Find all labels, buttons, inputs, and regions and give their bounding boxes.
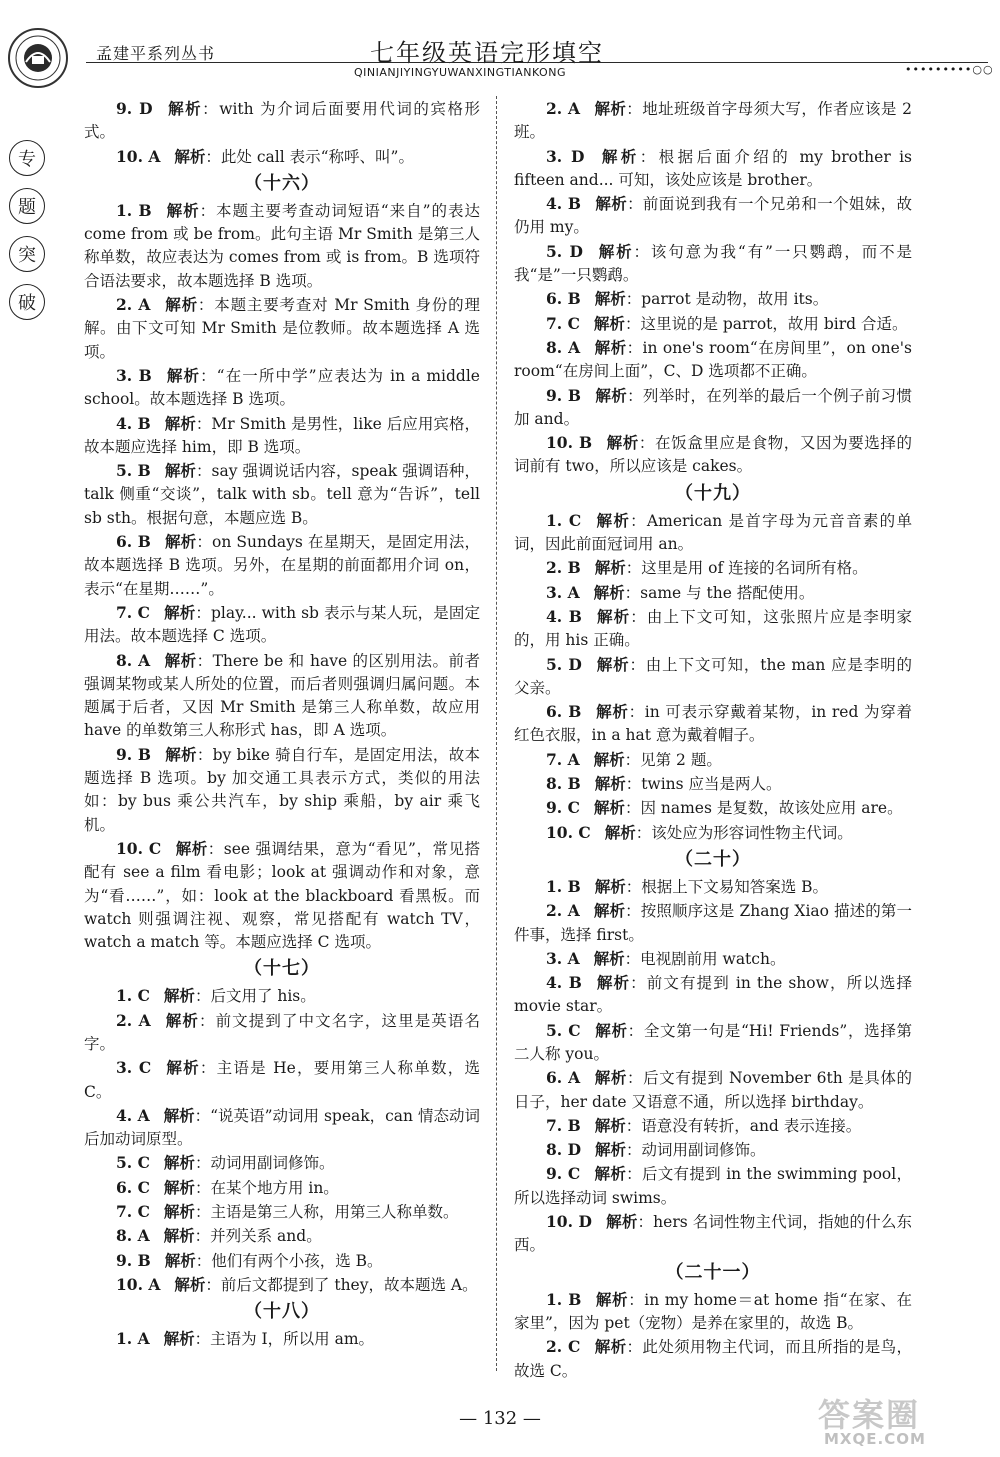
section-heading: （二十一） <box>665 1261 761 1283</box>
answer-number: 8. A <box>116 650 151 670</box>
answer-item <box>84 459 480 530</box>
analysis-text: ：parrot 是动物，故用 its。 <box>625 290 829 309</box>
answer-item <box>514 192 912 240</box>
answer-item <box>84 412 480 460</box>
answer-number: 10. D <box>546 1212 592 1232</box>
answer-item <box>84 364 480 412</box>
analysis-text: ：这里是用 of 连接的名词所有格。 <box>625 559 868 578</box>
answer-number: 1. C <box>546 510 582 530</box>
analysis-label: 解析 <box>595 973 631 993</box>
answer-item <box>514 796 912 820</box>
answer-item <box>514 287 912 311</box>
analysis-text: ：并列关系 and。 <box>194 1227 322 1246</box>
side-tag: 突 <box>9 236 45 272</box>
answer-item <box>84 1224 480 1248</box>
answer-item <box>514 653 912 701</box>
answer-item <box>84 1327 480 1351</box>
answer-item <box>514 1210 912 1258</box>
analysis-text: ：动词用副词修饰。 <box>194 1154 335 1173</box>
answer-item <box>514 145 912 193</box>
analysis-text: ：在某个地方用 in。 <box>194 1178 339 1197</box>
answer-item <box>514 336 912 384</box>
answer-item <box>514 605 912 653</box>
answer-item <box>514 556 912 580</box>
answer-number: 10. B <box>546 433 593 453</box>
answer-item <box>84 1104 480 1152</box>
answer-item <box>84 1249 480 1273</box>
analysis-text: ：same 与 the 搭配使用。 <box>624 583 815 602</box>
analysis-text: ：with 为介词后面要用代词的宾格形式。 <box>84 100 480 142</box>
answer-item <box>84 1273 480 1297</box>
analysis-text: ：on Sundays 在星期天，是固定用法，故本题选择 B 选项。另外，在星期的前面都用介词 on，表示“在星期……”。 <box>84 533 480 598</box>
analysis-label: 解析 <box>165 200 200 220</box>
watermark-url: MXQE.COM <box>824 1430 926 1448</box>
answer-number: 4. B <box>546 606 582 626</box>
analysis-text: ：语意没有转折，and 表示连接。 <box>625 1116 862 1135</box>
analysis-text: ：后文用了 his。 <box>194 987 316 1006</box>
series-name: 孟建平系列丛书 <box>96 44 216 63</box>
analysis-label: 解析 <box>604 822 636 842</box>
analysis-text: ：前文提到了中文名字，这里是英语名字。 <box>84 1011 480 1053</box>
analysis-text: ：此处须用物主代词，而且所指的是鸟，故选 C。 <box>514 1338 912 1380</box>
analysis-label: 解析 <box>164 744 197 764</box>
answer-number: 5. D <box>546 241 583 261</box>
book-title: 七年级英语完形填空 <box>370 39 604 67</box>
answer-number: 5. C <box>546 1020 581 1040</box>
analysis-text: ：see 强调结果，意为“看见”，常见搭配有 see a film 看电影；look at 强调动作和对象，意为“看……”，如：look at the blackboard 看黑板。而 watch 则强调注视、观察，常见搭配有 watch TV，watch a match 等。本题应选择 C 选项。 <box>84 839 480 952</box>
analysis-label: 解析 <box>593 798 625 818</box>
analysis-label: 解析 <box>593 582 625 602</box>
answer-item <box>514 875 912 899</box>
analysis-label: 解析 <box>164 413 196 433</box>
side-tag: 题 <box>9 188 45 224</box>
answer-item <box>514 312 912 336</box>
analysis-text: ：in 可表示穿戴着某物，in red 为穿着红色衣服，in a hat 意为戴着帽子。 <box>514 703 912 745</box>
analysis-label: 解析 <box>606 433 639 453</box>
analysis-label: 解析 <box>594 1020 628 1040</box>
analysis-label: 解析 <box>163 1177 195 1197</box>
answer-number: 4. B <box>546 194 582 214</box>
answer-number: 10. C <box>546 822 591 842</box>
answer-number: 2. A <box>546 99 581 118</box>
analysis-label: 解析 <box>163 1329 195 1349</box>
analysis-text: ：主语是 He，要用第三人称单数，选 C。 <box>84 1059 480 1101</box>
answer-number: 8. A <box>116 1226 150 1246</box>
analysis-label: 解析 <box>174 146 206 166</box>
answer-item <box>514 97 912 145</box>
analysis-text: ：hers 名词性物主代词，指她的什么东西。 <box>514 1213 912 1255</box>
analysis-label: 解析 <box>593 901 626 921</box>
answer-item <box>84 1176 480 1200</box>
analysis-text: ：该句意为我“有”一只鹦鹉，而不是我“是”一只鹦鹉。 <box>514 242 912 285</box>
watermark <box>818 1390 978 1452</box>
analysis-label: 解析 <box>165 365 201 385</box>
analysis-text: ：由上下文可知，这张照片应是李明家的，用 his 正确。 <box>514 607 912 650</box>
section-heading: （十六） <box>244 172 320 194</box>
publisher-logo-icon <box>6 26 70 90</box>
book-title-pinyin: QINIANJIYINGYUWANXINGTIANKONG <box>354 66 566 79</box>
answer-number: 5. C <box>116 1153 150 1173</box>
answer-item <box>514 821 912 845</box>
answer-number: 4. A <box>116 1105 150 1125</box>
analysis-label: 解析 <box>595 1289 629 1309</box>
section-heading: （十七） <box>244 958 320 980</box>
answer-number: 7. A <box>546 749 580 769</box>
answer-number: 2. A <box>116 295 151 315</box>
analysis-text: ：按照顺序这是 Zhang Xiao 描述的第一件事，选择 first。 <box>514 902 912 944</box>
analysis-text: ：该处应为形容词性物主代词。 <box>635 823 853 842</box>
answer-number: 8. D <box>546 1140 582 1160</box>
answer-item <box>514 899 912 947</box>
analysis-label: 解析 <box>594 289 626 309</box>
answer-item <box>84 145 480 169</box>
answer-item <box>84 199 480 293</box>
analysis-label: 解析 <box>594 558 626 578</box>
analysis-label: 解析 <box>595 606 631 626</box>
analysis-text: ：前文有提到 in the show，所以选择 movie star。 <box>514 974 912 1016</box>
analysis-label: 解析 <box>165 1058 200 1078</box>
side-tags <box>9 140 47 332</box>
answer-item <box>514 581 912 605</box>
answer-number: 4. B <box>116 413 151 433</box>
analysis-text: ：twins 应当是两人。 <box>625 775 782 794</box>
analysis-text: ：本题主要考查动词短语“来自”的表达 come from 或 be from。此句主语 Mr Smith 是第三人称单数，故应表达为 comes from 或 is from。B 选项符合语法要求，故本题选择 B 选项。 <box>84 201 480 290</box>
analysis-text: ：他们有两个小孩，选 B。 <box>195 1251 383 1270</box>
analysis-label: 解析 <box>593 313 625 333</box>
answer-item <box>514 971 912 1019</box>
answer-item <box>514 1019 912 1067</box>
answer-item <box>514 947 912 971</box>
analysis-label: 解析 <box>605 1212 638 1232</box>
answer-number: 4. B <box>546 973 582 993</box>
analysis-text: ：动词用副词修饰。 <box>626 1141 766 1160</box>
answer-number: 1. A <box>116 1329 150 1349</box>
answer-number: 1. C <box>116 986 150 1006</box>
analysis-text: ：前面说到我有一个兄弟和一个姐妹，故仍用 my。 <box>514 195 912 237</box>
analysis-text: ：后文有提到 in the swimming pool，所以选择动词 swims。 <box>514 1165 912 1207</box>
analysis-label: 解析 <box>164 650 197 670</box>
answer-number: 5. D <box>546 654 582 674</box>
analysis-label: 解析 <box>163 1202 195 1222</box>
analysis-label: 解析 <box>174 1274 206 1294</box>
analysis-label: 解析 <box>164 1010 199 1030</box>
answer-number: 1. B <box>546 876 581 896</box>
column-divider <box>496 96 497 1371</box>
answer-item <box>84 97 480 145</box>
analysis-text: ：地址班级首字母须大写，作者应该是 2 班。 <box>514 100 912 142</box>
answer-number: 6. B <box>546 702 582 722</box>
analysis-label: 解析 <box>595 654 630 674</box>
answer-number: 6. A <box>546 1068 581 1088</box>
answer-item <box>514 1138 912 1162</box>
analysis-text: ：后文有提到 November 6th 是具体的日子，her date 又语意不通，所以选择 birthday。 <box>514 1069 912 1111</box>
answer-number: 7. C <box>116 602 151 622</box>
analysis-label: 解析 <box>596 241 634 261</box>
analysis-label: 解析 <box>594 99 627 118</box>
answer-item <box>84 293 480 364</box>
analysis-label: 解析 <box>598 146 640 166</box>
answer-number: 9. C <box>546 1164 581 1184</box>
answer-number: 10. A <box>116 146 161 166</box>
analysis-label: 解析 <box>595 702 629 722</box>
answer-item <box>514 700 912 748</box>
analysis-text: ：本题主要考查对 Mr Smith 身份的理解。由下文可知 Mr Smith 是位教师。故本题选择 A 选项。 <box>84 296 480 361</box>
header-rule <box>86 62 988 63</box>
analysis-text: ：根据上下文易知答案选 B。 <box>625 877 829 896</box>
analysis-label: 解析 <box>595 194 628 214</box>
answer-number: 6. B <box>546 289 581 309</box>
answer-item <box>84 1151 480 1175</box>
analysis-label: 解析 <box>593 948 625 968</box>
analysis-label: 解析 <box>594 876 626 896</box>
analysis-text: ：此处 call 表示“称呼、叫”。 <box>205 147 414 166</box>
analysis-label: 解析 <box>164 532 197 552</box>
answer-number: 6. C <box>116 1177 150 1197</box>
right-column <box>514 97 912 1383</box>
analysis-text: ：全文第一句是“Hi! Friends”，选择第二人称 you。 <box>514 1021 912 1063</box>
analysis-text: ：列举时，在列举的最后一个例子前习惯加 and。 <box>514 386 912 428</box>
answer-number: 10. C <box>116 838 162 858</box>
analysis-text: ：“说英语”动词用 speak，can 情态动词后加动词原型。 <box>84 1106 480 1149</box>
answer-item <box>514 1114 912 1138</box>
answer-number: 3. A <box>546 948 580 968</box>
answer-number: 7. B <box>546 1115 581 1135</box>
analysis-label: 解析 <box>163 1226 195 1246</box>
analysis-label: 解析 <box>164 1250 196 1270</box>
answer-number: 1. B <box>116 200 152 220</box>
answer-number: 3. D <box>546 146 585 166</box>
answer-item <box>84 1009 480 1057</box>
analysis-label: 解析 <box>594 774 626 794</box>
answer-number: 9. B <box>116 744 151 764</box>
analysis-label: 解析 <box>163 1105 195 1125</box>
analysis-text: ：因 names 是复数，故该处应用 are。 <box>624 799 903 818</box>
analysis-label: 解析 <box>164 461 196 481</box>
analysis-text: ：这里说的是 parrot，故用 bird 合适。 <box>624 314 908 333</box>
analysis-text: ：Mr Smith 是男性，like 后应用宾格，故本题应选择 him，即 B 选项。 <box>84 414 480 456</box>
answer-item <box>514 1335 912 1383</box>
answer-item <box>514 509 912 557</box>
analysis-label: 解析 <box>594 1115 626 1135</box>
analysis-text: ：见第 2 题。 <box>624 750 722 769</box>
analysis-label: 解析 <box>594 337 627 357</box>
analysis-label: 解析 <box>164 602 196 622</box>
answer-item <box>514 431 912 479</box>
answer-item <box>514 1162 912 1210</box>
page-header <box>0 0 1000 95</box>
answer-item <box>84 601 480 649</box>
analysis-label: 解析 <box>163 1153 195 1173</box>
analysis-label: 解析 <box>175 838 208 858</box>
analysis-label: 解析 <box>595 1140 627 1160</box>
watermark-text: 答案圈 <box>818 1396 921 1434</box>
answer-number: 9. B <box>116 1250 151 1270</box>
answer-item <box>84 743 480 837</box>
answer-item <box>84 984 480 1008</box>
answer-number: 8. A <box>546 337 581 357</box>
analysis-text: ：在饭盒里应是食物，又因为要选择的词前有 two，所以应该是 cakes。 <box>514 434 912 476</box>
answer-number: 7. C <box>116 1202 150 1222</box>
answer-number: 2. A <box>116 1010 151 1030</box>
answer-item <box>84 837 480 954</box>
answer-number: 1. B <box>546 1289 582 1309</box>
answer-number: 8. B <box>546 774 581 794</box>
analysis-label: 解析 <box>594 1164 627 1184</box>
answer-number: 3. B <box>116 365 152 385</box>
answer-item <box>84 1200 480 1224</box>
answer-item <box>514 1066 912 1114</box>
analysis-text: ：in one's room“在房间里”，on one's room“在房间上面”，C、D 选项都不正确。 <box>514 338 912 381</box>
answer-number: 3. C <box>116 1058 152 1078</box>
answer-item <box>514 1288 912 1336</box>
section-heading: （二十） <box>675 848 751 870</box>
answer-number: 6. B <box>116 532 151 552</box>
header-dots: •••••••••○○ <box>905 63 994 76</box>
analysis-label: 解析 <box>593 749 625 769</box>
section-heading: （十八） <box>244 1301 320 1323</box>
analysis-label: 解析 <box>594 1337 627 1357</box>
answer-number: 9. B <box>546 385 582 405</box>
answer-number: 2. C <box>546 1337 581 1357</box>
analysis-text: ：电视剧前用 watch。 <box>624 949 786 968</box>
analysis-text: ：根据后面介绍的 my brother is fifteen and... 可知，该处应该是 brother。 <box>514 147 912 189</box>
analysis-label: 解析 <box>163 986 195 1006</box>
answer-item <box>84 649 480 743</box>
side-tag: 破 <box>9 284 45 320</box>
left-column <box>84 97 480 1352</box>
analysis-text: ：play... with sb 表示与某人玩，是固定用法。故本题选择 C 选项。 <box>84 603 480 646</box>
analysis-label: 解析 <box>594 1068 627 1088</box>
answer-number: 9. D <box>116 99 153 118</box>
answer-number: 2. B <box>546 558 581 578</box>
answer-number: 3. A <box>546 582 580 602</box>
analysis-text: ：by bike 骑自行车，是固定用法，故本题选择 B 选项。by 加交通工具表示方式，类似的用法如：by bus 乘公共汽车，by ship 乘船，by air 乘飞机。 <box>84 745 480 834</box>
answer-item <box>84 1056 480 1104</box>
answer-item <box>514 772 912 796</box>
answer-item <box>84 530 480 601</box>
answer-item <box>514 748 912 772</box>
side-tag: 专 <box>9 140 45 176</box>
answer-number: 7. C <box>546 313 580 333</box>
analysis-text: ：There be 和 have 的区别用法。前者强调某物或某人所处的位置，而后者则强调归属问题。本题属于后者，又因 Mr Smith 是第三人称单数，故应用 have 的单数第三人称形式 has，即 A 选项。 <box>84 651 480 740</box>
analysis-text: ：由上下文可知，the man 应是李明的父亲。 <box>514 655 912 697</box>
answer-number: 10. A <box>116 1274 161 1294</box>
analysis-text: ：say 强调说话内容，speak 强调语种，talk 侧重“交谈”，talk with sb。tell 意为“告诉”，tell sb sth。根据句意，本题应选 B。 <box>84 462 480 527</box>
analysis-text: ：American 是首字母为元音音素的单词，因此前面冠词用 an。 <box>514 511 912 554</box>
answer-number: 5. B <box>116 461 151 481</box>
analysis-text: ：主语是第三人称，用第三人称单数。 <box>194 1203 459 1222</box>
analysis-text: ：前后文都提到了 they，故本题选 A。 <box>205 1275 478 1294</box>
answer-number: 2. A <box>546 901 580 921</box>
analysis-label: 解析 <box>164 295 198 315</box>
analysis-label: 解析 <box>595 385 628 405</box>
answer-item <box>514 240 912 288</box>
page-number: — 132 — <box>459 1408 541 1429</box>
answer-number: 9. C <box>546 798 580 818</box>
analysis-text: ：主语为 I，所以用 am。 <box>194 1330 375 1349</box>
analysis-text: ：in my home＝at home 指“在家、在家里”，因为 pet（宠物）是养在家里的，故选 B。 <box>514 1290 912 1332</box>
analysis-label: 解析 <box>166 99 203 118</box>
analysis-label: 解析 <box>595 510 631 530</box>
analysis-text: ：“在一所中学”应表达为 in a middle school。故本题选择 B 选项。 <box>84 366 480 409</box>
answer-item <box>514 384 912 432</box>
section-heading: （十九） <box>675 482 751 504</box>
